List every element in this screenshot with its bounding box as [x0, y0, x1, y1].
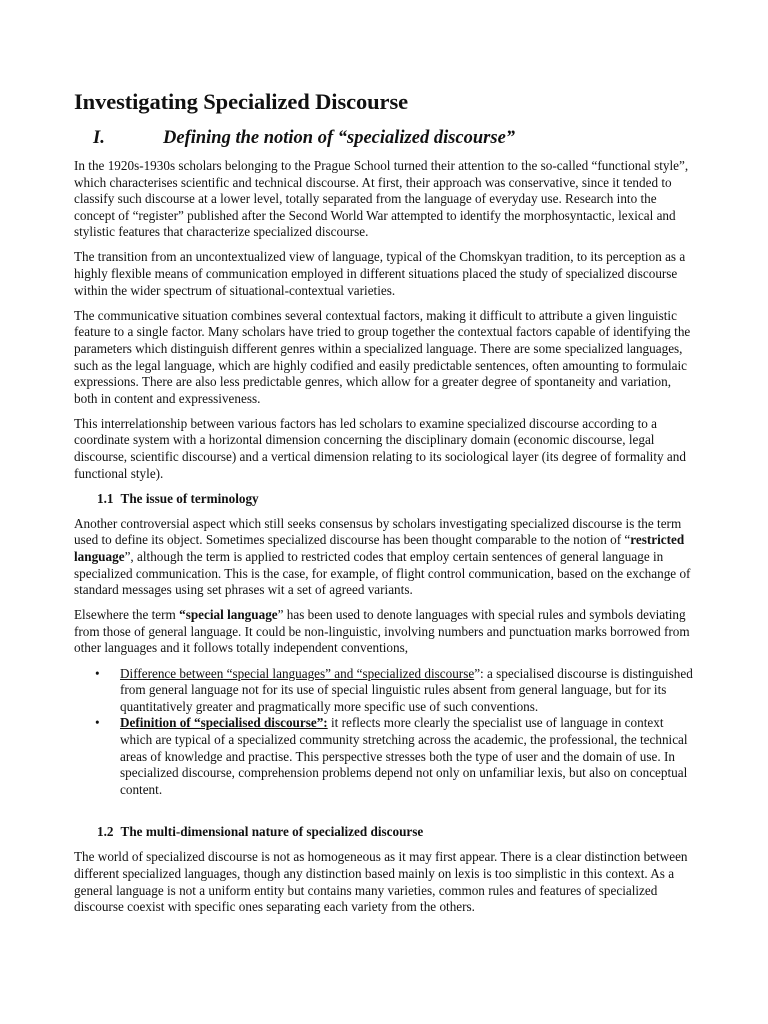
document-title: Investigating Specialized Discourse — [74, 89, 408, 114]
section-number: I. — [93, 128, 105, 148]
subsection-title: The issue of terminology — [120, 490, 259, 506]
paragraph-transition: The transition from an uncontextualized view of language, typical of the Chomskyan tradition, to its perception as a highly flexible means of communication employed in different situations placed the study of specialized discourse within the wider spectrum of situational-contextual varieties. — [74, 249, 686, 298]
subsection-number: 1.2 — [97, 824, 114, 840]
paragraph-controversial-aspect — [74, 516, 696, 599]
subsection-heading-multidimensional — [74, 824, 696, 841]
section-title: Defining the notion of “specialized discourse” — [163, 128, 516, 148]
text-run: ” has been used to denote languages with special rules and symbols deviating from those of general language. It could be non-linguistic, involving numbers and punctuation marks borrowed from other languages and it follows totally independent conventions, — [74, 607, 690, 656]
subsection-heading-terminology — [74, 491, 696, 508]
paragraph-communicative-situation: The communicative situation combines several contextual factors, making it difficult to attribute a given linguistic feature to a single factor. Many scholars have tried to group together the contextual factors capable of identifying the parameters which distinguish different genres within a specialized language. There are some specialized languages, such as the legal language, which are highly codified and easily predictable sentences, often amounting to formulaic expressions. There are also less predictable genres, which allow for a greater degree of spontaneity and variation, both in content and expressiveness. — [74, 307, 691, 406]
text-run: Another controversial aspect which still seeks consensus by scholars investigating specialized discourse is the term used to define its object. Sometimes specialized discourse has been thought comparable to the notion of “ — [74, 515, 682, 548]
list-item — [74, 715, 696, 798]
text-run: ”: a specialised discourse is distinguished from general language not for its use of special linguistic rules absent from general language, but for its quantitatively greater and pragmatically more specific use of such conventions. — [120, 665, 693, 714]
subsection-number: 1.1 — [97, 490, 114, 506]
paragraph-interrelationship: This interrelationship between various factors has led scholars to examine specialized discourse according to a coordinate system with a horizontal dimension concerning the disciplinary domain (economic discourse, legal discourse, scientific discourse) and a vertical dimension relating to its sociological layer (its degree of formality and functional style). — [74, 415, 686, 481]
bold-term-restricted-language: restricted language — [74, 532, 685, 564]
paragraph-world-of-discourse: The world of specialized discourse is not as homogeneous as it may first appear. There is a clear distinction between different specialized languages, though any distinction based mainly on lexis is too simplistic in this context. As a general language is not a uniform entity but contains many varieties, common rules and features of specialized discourse coexist with specific ones separating each variety from the others. — [74, 849, 688, 915]
document-page — [74, 88, 696, 924]
bullet-list — [74, 666, 696, 799]
paragraph-special-language — [74, 607, 696, 657]
text-run: ”, although the term is applied to restricted codes that employ certain sentences of general language in specialized communication. This is the case, for example, of flight control communication, based on the exchange of standard messages using set phrases wit a set of agreed variants. — [74, 548, 691, 598]
bold-term-special-language: “special language — [179, 607, 278, 623]
text-run: Elsewhere the term — [74, 607, 180, 623]
bullet-icon: • — [95, 715, 100, 731]
underlined-bold-lead: Definition of “specialised discourse”: — [120, 715, 328, 731]
bullet-icon: • — [95, 665, 100, 681]
list-item — [74, 666, 696, 716]
underlined-lead: Difference between “special languages” and “specialized discourse — [120, 665, 475, 681]
paragraph-prague-school: In the 1920s-1930s scholars belonging to the Prague School turned their attention to the so-called “functional style”, which characterises scientific and technical discourse. At first, their approach was conservative, since it tended to classify such discourse at a lower level, totally separated from the language of everyday use. Research into the concept of “register” published after the Second World War attempted to identify the morphosyntactic, lexical and stylistic features that characterize specialized discourse. — [74, 158, 689, 240]
text-run: it reflects more clearly the specialist use of language in context which are typical of a specialized community stretching across the academic, the professional, the technical areas of knowledge and practise. This perspective stresses both the type of user and the domain of use. In specialized discourse, comprehension problems depend not only on unfamiliar lexis, but also on conceptual content. — [120, 715, 688, 797]
subsection-title: The multi-dimensional nature of specialized discourse — [120, 824, 424, 840]
section-heading-1 — [74, 126, 696, 150]
spacer — [74, 806, 696, 824]
